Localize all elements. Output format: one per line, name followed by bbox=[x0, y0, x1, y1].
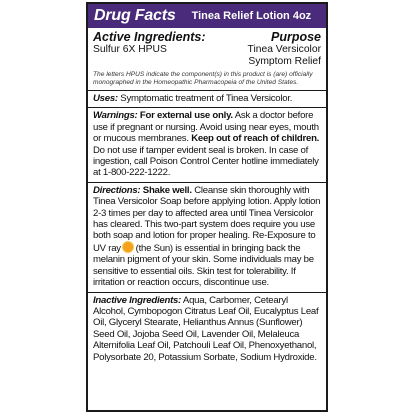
warnings-text-1: Ask a doctor before use if pregnant or nursing. Avoid using near eyes, mouth or mucous membranes. bbox=[93, 110, 319, 145]
drug-facts-title: Drug Facts bbox=[94, 7, 176, 24]
hpus-note: The letters HPUS indicate the component(s) in this product is (are) officially monographed in the Homeopathic Pharmacopeia of the United States. bbox=[93, 70, 313, 86]
drug-facts-panel bbox=[86, 2, 328, 412]
warnings-text-2: Do not use if tamper evident seal is broken. In case of ingestion, call Poison Control Center hotline immediately at 1-800-222-1222. bbox=[93, 144, 319, 179]
inactive-ingredients-section bbox=[88, 293, 326, 366]
active-heading-row bbox=[93, 30, 321, 44]
purpose-line-1: Tinea Versicolor bbox=[247, 44, 321, 55]
sun-icon bbox=[123, 242, 133, 252]
directions-shake-well: Shake well. bbox=[140, 184, 192, 196]
active-ingredient-row bbox=[93, 44, 321, 68]
purpose-line-2: Symptom Relief bbox=[248, 55, 321, 67]
active-ingredient: Sulfur 6X HPUS bbox=[93, 44, 167, 55]
warnings-section bbox=[88, 108, 326, 182]
directions-text-2: (the Sun) is essential in bringing back the melanin pigment of your skin. Some individuals may be sensitive to essential oils. Skin test for tolerability. If irritation or reaction occurs, discontinue use. bbox=[93, 242, 314, 289]
warnings-external-use: For external use only. bbox=[137, 110, 233, 122]
uses-section bbox=[88, 91, 326, 108]
warnings-label: Warnings: bbox=[93, 110, 138, 122]
purpose-heading: Purpose bbox=[270, 30, 321, 44]
warnings-keep-out: Keep out of reach of children. bbox=[188, 133, 320, 145]
directions-label: Directions: bbox=[93, 184, 141, 196]
active-ingredients-section bbox=[88, 28, 326, 91]
directions-text-1: Cleanse skin thoroughly with Tinea Versicolor Soap before applying lotion. Apply lotion 2-3 times per day to affected area until Tinea Versicolor has cleared. This two-part system does require you use both soap and lotion for proper healing. Re-Exposure to UV ray bbox=[93, 184, 321, 254]
product-name: Tinea Relief Lotion 4oz bbox=[191, 10, 312, 22]
drug-facts-header bbox=[88, 4, 326, 28]
active-ingredients-heading: Active Ingredients: bbox=[93, 30, 206, 44]
directions-section bbox=[88, 183, 326, 293]
uses-text: Symptomatic treatment of Tinea Versicolor. bbox=[117, 93, 293, 104]
purpose-text bbox=[248, 44, 321, 68]
inactive-ingredients-label: Inactive Ingredients: bbox=[93, 294, 182, 306]
inactive-ingredients-text: Aqua, Carbomer, Cetearyl Alcohol, Cymbopogon Citratus Leaf Oil, Eucalyptus Leaf Oil, Glyceryl Stearate, Helianthus Annus (Sunflower) Seed Oil, Jojoba Seed Oil, Lavender Oil, Melaleuca Alternifolia Leaf Oil, Patchouli Leaf Oil, Phenoxyethanol, Polysorbate 20, Potassium Sorbate, Sodium Hydroxide. bbox=[93, 294, 319, 363]
uses-label: Uses: bbox=[93, 93, 118, 104]
